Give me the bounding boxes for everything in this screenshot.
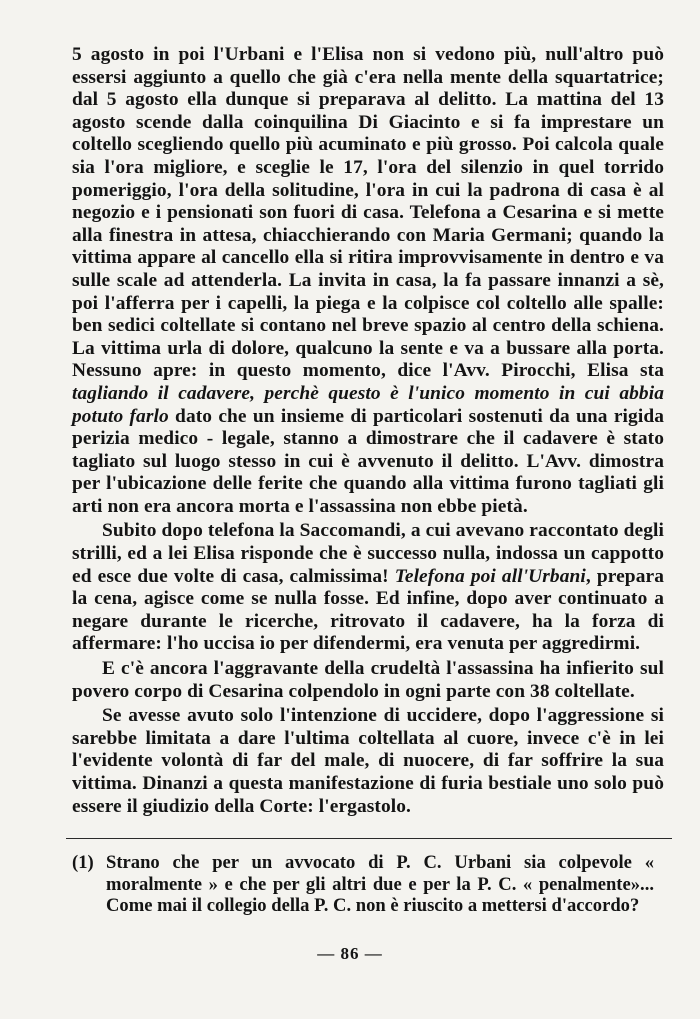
body-paragraph bbox=[72, 44, 664, 518]
footnote bbox=[72, 852, 664, 917]
footnote-text: Strano che per un avvocato di P. C. Urbani sia colpevole « moralmente » e che per gli altri due e per la P. C. « penalmente»... Come mai il collegio della P. C. non è riuscito a mettersi d'accordo? bbox=[106, 852, 654, 917]
text-segment: Se avesse avuto solo l'intenzione di uccidere, dopo l'aggressione si sarebbe limitata a dare l'ultima coltellata al cuore, invece c'è in lei l'evidente volontà di far del male, di nuocere, di far soffrire la sua vittima. Dinanzi a questa manifestazione di furia bestiale uno solo può essere il giudizio della Corte: l'ergastolo. bbox=[72, 705, 664, 817]
italic-text-segment: Telefona poi all'Urbani bbox=[394, 565, 586, 587]
footnote-marker: (1) bbox=[72, 852, 94, 874]
body-text bbox=[72, 44, 664, 818]
text-segment: , prepara la cena, agisce come se nulla fosse. Ed infine, dopo aver continuato a negare durante le ricerche, ritrovato il cadavere, ha la forza di affermare: l'ho uccisa io per difendermi, era venuta per aggredirmi. bbox=[72, 565, 664, 655]
text-segment: dato che un insieme di particolari sostenuti da una rigida perizia medico - legale, stanno a dimostrare che il cadavere è stato tagliato sul luogo stesso in cui è avvenuto il delitto. L'Avv. dimostra per l'ubicazione delle ferite che quando alla vittima furono tagliati gli arti non era ancora morta e l'assassina non ebbe pietà. bbox=[72, 405, 664, 517]
text-segment: 5 agosto in poi l'Urbani e l'Elisa non si vedono più, null'altro può essersi aggiunto a quello che già c'era nella mente della squartatrice; dal 5 agosto ella dunque si preparava al delitto. La mattina del 13 agosto scende dalla coinquilina Di Giacinto e si fa imprestare un coltello scegliendo quello più acuminato e più grosso. Poi calcola quale sia l'ora migliore, e sceglie le 17, l'ora del silenzio in quel torrido pomeriggio, l'ora della solitudine, l'ora in cui la padrona di casa è al negozio e i pensionati son fuori di casa. Telefona a Cesarina e si mette alla finestra in attesa, chiacchierando con Maria Germani; quando la vittima appare al cancello ella si ritira improvvisamente in dentro e va sulle scale ad attenderla. La invita in casa, la fa passare innanzi a sè, poi l'afferra per i capelli, la piega e la colpisce col coltello alle spalle: ben sedici coltellate si contano nel breve spazio al centro della schiena. La vittima urla di dolore, qualcuno la sente e va a bussare alla porta. Nessuno apre: in questo momento, dice l'Avv. Pirocchi, Elisa sta bbox=[72, 44, 664, 382]
text-segment: Subito dopo telefona la Saccomandi, a cui avevano raccontato degli strilli, ed a lei Elisa risponde che è successo nulla, indossa un cappotto ed esce due volte di casa, calmissima! bbox=[72, 520, 664, 587]
body-paragraph bbox=[72, 520, 664, 656]
italic-text-segment: tagliando il cadavere, perchè questo è l'unico momento in cui abbia potuto farlo bbox=[72, 382, 664, 427]
text-segment: E c'è ancora l'aggravante della crudeltà l'assassina ha infierito sul povero corpo di Cesarina colpendolo in ogni parte con 38 coltellate. bbox=[72, 658, 664, 702]
body-paragraph bbox=[72, 705, 664, 818]
body-paragraph bbox=[72, 658, 664, 703]
footnote-divider bbox=[66, 838, 672, 839]
page-number: — 86 — bbox=[317, 944, 383, 963]
